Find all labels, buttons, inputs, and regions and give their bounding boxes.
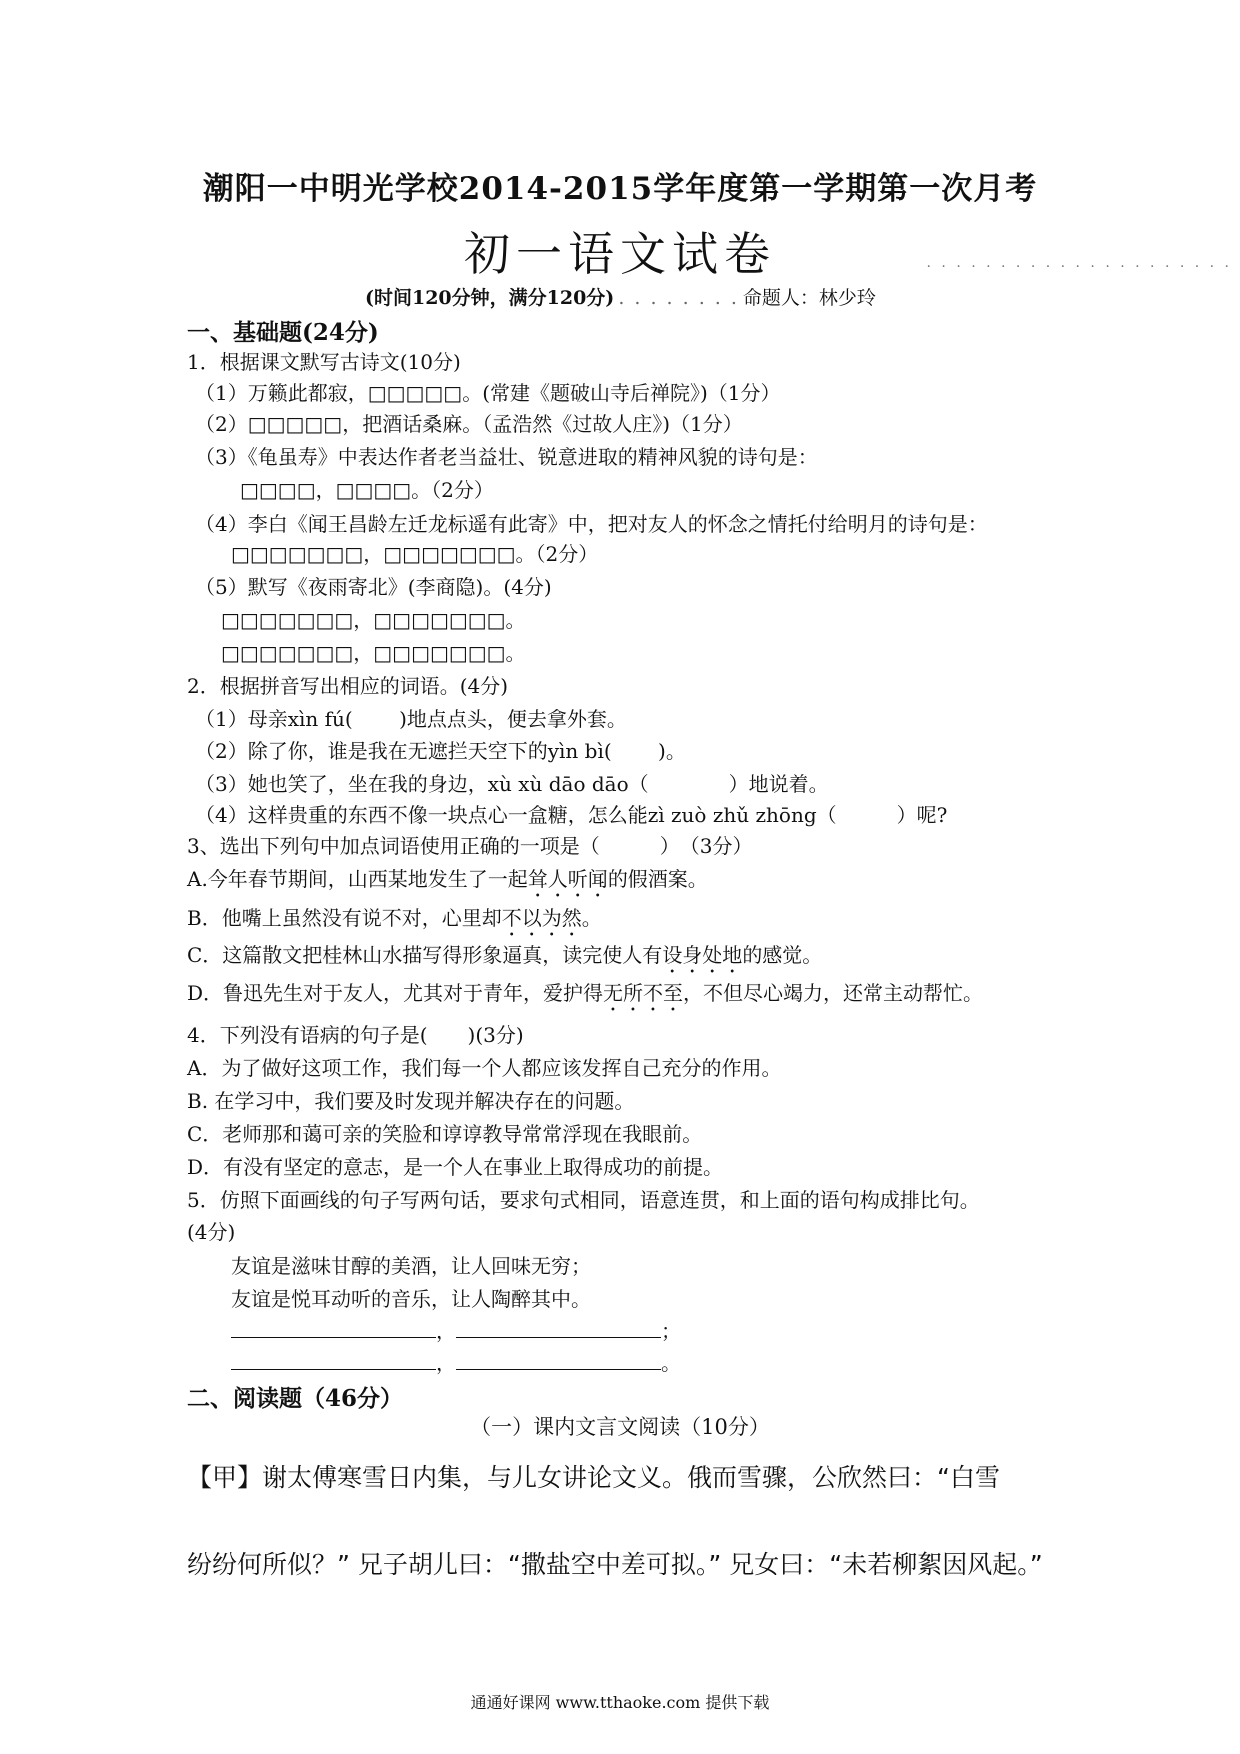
question-1-item-5: （5）默写《夜雨寄北》(李商隐)。(4分)	[195, 575, 552, 599]
question-2-item-2: （2）除了你，谁是我在无遮拦天空下的yìn bì( )。	[195, 739, 686, 763]
question-3-stem: 3、选出下列句中加点词语使用正确的一项是（ ） （3分）	[187, 834, 753, 858]
reading-subheading: （一）课内文言文阅读（10分）	[470, 1415, 770, 1439]
option-text: A.今年春节期间，山西某地发生了一起	[187, 867, 528, 891]
question-3-option-c	[187, 939, 822, 978]
question-3-option-a	[187, 863, 708, 902]
section-heading-basics: 一、基础题(24分)	[187, 319, 379, 346]
question-1-item-2: （2）□□□□□，把酒话桑麻。（孟浩然《过故人庄》)（1分）	[195, 412, 743, 436]
question-1-item-1: （1）万籁此都寂，□□□□□。(常建《题破山寺后禅院》)（1分）	[195, 381, 781, 405]
question-3-option-d	[187, 977, 983, 1016]
dotted-phrase: 耸人听闻	[527, 867, 608, 891]
answer-line-2	[231, 1347, 681, 1376]
question-5-score: (4分)	[187, 1220, 236, 1244]
time-info: (时间120分钟，满分120分)	[365, 287, 615, 309]
semicolon-mark: ；	[661, 1319, 681, 1343]
answer-blank[interactable]	[456, 1315, 661, 1338]
question-1-item-3-answer: □□□□，□□□□。（2分）	[240, 478, 494, 502]
info-dots: . . . . . . . .	[618, 287, 739, 309]
footer-source: 通通好课网 www.tthaoke.com 提供下载	[470, 1693, 770, 1712]
classical-passage-line-2: 纷纷何所似？” 兄子胡儿曰：“撒盐空中差可拟。” 兄女曰：“未若柳絮因风起。”	[187, 1550, 1043, 1579]
option-text: C．这篇散文把桂林山水描写得形象逼真，读完使人有	[187, 943, 663, 967]
dotted-phrase: 无所不至	[603, 981, 684, 1005]
question-2-stem: 2．根据拼音写出相应的词语。(4分)	[187, 674, 509, 698]
question-4-stem: 4．下列没有语病的句子是( )(3分)	[187, 1023, 524, 1047]
author-info: 命题人：林少玲	[742, 287, 876, 309]
answer-blank[interactable]	[456, 1347, 661, 1370]
question-4-option-b: B. 在学习中，我们要及时发现并解决存在的问题。	[187, 1089, 635, 1113]
comma-mark: ，	[436, 1319, 456, 1343]
question-1-item-4: （4）李白《闻王昌龄左迁龙标遥有此寄》中，把对友人的怀念之情托付给明月的诗句是：	[195, 512, 988, 536]
option-text: 的感觉。	[742, 943, 823, 967]
option-text: B．他嘴上虽然没有说不对，心里却	[187, 906, 502, 930]
option-text: ，不但尽心竭力，还常主动帮忙。	[683, 981, 984, 1005]
answer-blank[interactable]	[231, 1315, 436, 1338]
example-sentence-1: 友谊是滋味甘醇的美酒，让人回味无穷；	[231, 1254, 591, 1278]
option-text: 的假酒案。	[607, 867, 708, 891]
question-2-item-3: （3）她也笑了，坐在我的身边，xù xù dāo dāo（ ）地说着。	[195, 772, 829, 796]
answer-line-1	[231, 1315, 681, 1344]
question-1-item-5-answer-1: □□□□□□□，□□□□□□□。	[221, 608, 526, 632]
decorative-dots: . . . . . . . . . . . . . . . . . . . . .	[926, 255, 1232, 271]
question-4-option-c: C．老师那和蔼可亲的笑脸和谆谆教导常常浮现在我眼前。	[187, 1122, 703, 1146]
option-text: D．鲁迅先生对于友人，尤其对于青年，爱护得	[187, 981, 604, 1005]
question-1-item-3: （3）《龟虽寿》中表达作者老当益壮、锐意进取的精神风貌的诗句是：	[195, 445, 818, 469]
question-1-item-5-answer-2: □□□□□□□，□□□□□□□。	[221, 641, 526, 665]
question-4-option-a: A．为了做好这项工作，我们每一个人都应该发挥自己充分的作用。	[187, 1056, 782, 1080]
question-2-item-1: （1）母亲xìn fú( )地点点头，便去拿外套。	[195, 707, 627, 731]
dotted-phrase: 不以为然	[501, 906, 582, 930]
classical-passage-line-1: 【甲】谢太傅寒雪日内集，与儿女讲论文义。俄而雪骤，公欣然曰：“白雪	[187, 1463, 1000, 1492]
option-text: 。	[581, 906, 602, 930]
exam-subtitle: 初一语文试卷	[464, 227, 776, 281]
question-1-stem: 1．根据课文默写古诗文(10分)	[187, 350, 461, 374]
question-5-stem: 5．仿照下面画线的句子写两句话，要求句式相同，语意连贯，和上面的语句构成排比句。	[187, 1188, 980, 1212]
exam-info	[365, 283, 876, 310]
answer-blank[interactable]	[231, 1347, 436, 1370]
question-3-option-b	[187, 902, 602, 941]
comma-mark: ，	[436, 1351, 456, 1375]
question-4-option-d: D．有没有坚定的意志，是一个人在事业上取得成功的前提。	[187, 1155, 724, 1179]
section-heading-reading: 二、阅读题（46分）	[187, 1385, 404, 1412]
question-1-item-4-answer: □□□□□□□，□□□□□□□。（2分）	[231, 542, 599, 566]
dotted-phrase: 设身处地	[662, 943, 743, 967]
exam-title: 潮阳一中明光学校2014-2015学年度第一学期第一次月考	[202, 171, 1038, 207]
example-sentence-2: 友谊是悦耳动听的音乐，让人陶醉其中。	[231, 1287, 591, 1311]
question-2-item-4: （4）这样贵重的东西不像一块点心一盒糖，怎么能zì zuò zhǔ zhōng（ ）呢?	[195, 803, 948, 827]
period-mark: 。	[661, 1351, 681, 1375]
